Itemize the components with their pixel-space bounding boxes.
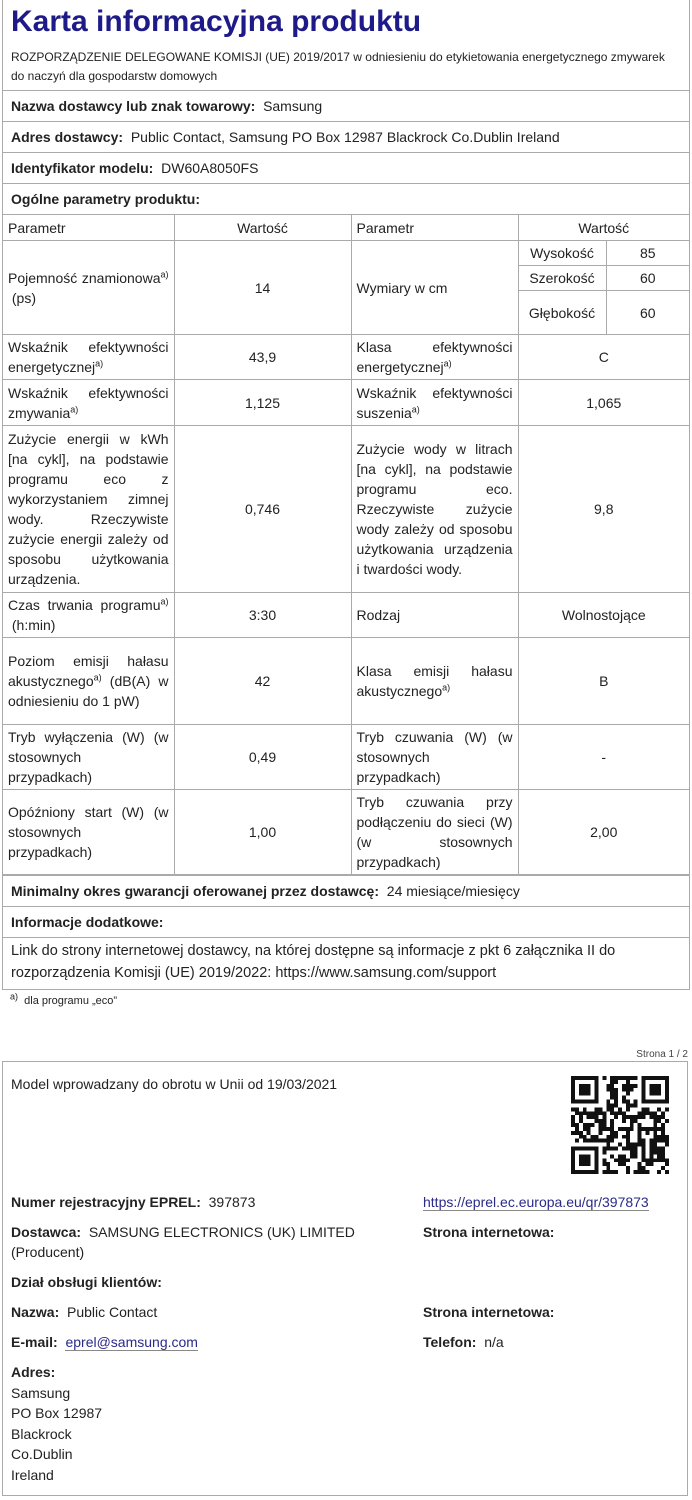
warranty-value: 24 miesiące/miesięcy [386, 883, 520, 899]
eprel-link[interactable]: https://eprel.ec.europa.eu/qr/397873 [423, 1194, 649, 1210]
noiseclass-label: Klasa emisji hałasu akustycznego$^{a)}$ [351, 638, 518, 725]
standby-label: Tryb czuwania (W) (w stosownych przypadkach) [351, 725, 518, 790]
contact-phone: Telefon: n/a [423, 1334, 504, 1350]
eclass-label: Klasa efektywności energetycznej$^{a)}$ [351, 335, 518, 380]
eprel-row-1 [11, 1192, 687, 1212]
table-row [3, 725, 689, 790]
eprel-row-3 [11, 1302, 687, 1322]
dimensions-label: Wymiary w cm [351, 241, 518, 335]
warranty-row [3, 875, 689, 907]
table-header [3, 215, 689, 241]
capacity-label: Pojemność znamionowa$^{a)}$ (ps) [3, 241, 174, 335]
page-number: Strona 1 / 2 [636, 1049, 688, 1060]
clean-value: 1,125 [174, 380, 351, 426]
noise-label: Poziom emisji hałasu akustycznego$^{a)}$ (dB(A) w odniesieniu do 1 pW) [3, 638, 174, 725]
model-label: Identyfikator modelu: [11, 160, 154, 176]
warranty-label: Minimalny okres gwarancji oferowanej przez dostawcę: [11, 883, 379, 899]
parameters-table [3, 214, 689, 875]
eprel-reg: Numer rejestracyjny EPREL: 397873 [11, 1194, 256, 1210]
network-label: Tryb czuwania przy podłączeniu do sieci (W) (w stosownych przypadkach) [351, 790, 518, 875]
table-row [3, 790, 689, 875]
product-sheet [2, 0, 690, 990]
customer-service-label: Dział obsługi klientów: [11, 1274, 162, 1290]
eei-label: Wskaźnik efektywności energetycznej$^{a)}$ [3, 335, 174, 380]
height-value: 85 [606, 241, 689, 266]
additional-label: Informacje dodatkowe: [11, 914, 164, 930]
table-row [3, 638, 689, 725]
table-row [3, 426, 689, 593]
header-param: Parametr [351, 215, 518, 241]
energy-label: Zużycie energii w kWh [na cykl], na podstawie programu eco z wykorzystaniem zimnej wody. Rzeczywiste zużycie energii zależy od sposobu użytkowania urządzenia. [3, 426, 174, 593]
address-value: Public Contact, Samsung PO Box 12987 Blackrock Co.Dublin Ireland [130, 129, 560, 145]
eprel-supplier: Dostawca: SAMSUNG ELECTRONICS (UK) LIMITED (Producent) [11, 1224, 355, 1260]
contact-email: E-mail: eprel@samsung.com [11, 1334, 198, 1350]
eclass-value: C [518, 335, 689, 380]
type-label: Rodzaj [351, 593, 518, 638]
standby-value: - [518, 725, 689, 790]
table-row [3, 380, 689, 426]
header-value: Wartość [174, 215, 351, 241]
supplier-row [3, 91, 689, 122]
eprel-top [11, 1076, 687, 1184]
model-value: DW60A8050FS [161, 160, 259, 176]
model-row [3, 153, 689, 184]
email-link[interactable]: eprel@samsung.com [65, 1334, 198, 1350]
website2-label: Strona internetowa: [423, 1304, 555, 1320]
contact-name: Nazwa: Public Contact [11, 1304, 158, 1320]
header-value: Wartość [518, 215, 689, 241]
duration-label: Czas trwania programu$^{a)}$ (h:min) [3, 593, 174, 638]
supplier-value: Samsung [263, 98, 323, 114]
address-label: Adres dostawcy: [11, 129, 124, 145]
qr-code-icon [571, 1076, 669, 1174]
energy-value: 0,746 [174, 426, 351, 593]
contact-address: Adres: Samsung PO Box 12987 Blackrock Co.Dublin Ireland [11, 1364, 103, 1483]
table-row [3, 241, 689, 266]
depth-value: 60 [606, 291, 689, 335]
market-date: Model wprowadzany do obrotu w Unii od 19/03/2021 [11, 1076, 338, 1092]
clean-label: Wskaźnik efektywności zmywania$^{a)}$ [3, 380, 174, 426]
width-value: 60 [606, 266, 689, 291]
off-value: 0,49 [174, 725, 351, 790]
capacity-value: 14 [174, 241, 351, 335]
table-row [3, 335, 689, 380]
additional-row [3, 907, 689, 938]
eprel-row-4 [11, 1332, 687, 1352]
dry-label: Wskaźnik efektywności suszenia$^{a)}$ [351, 380, 518, 426]
delay-label: Opóźniony start (W) (w stosownych przypadkach) [3, 790, 174, 875]
delay-value: 1,00 [174, 790, 351, 875]
type-value: Wolnostojące [518, 593, 689, 638]
additional-text: Link do strony internetowej dostawcy, na której dostępne są informacje z pkt 6 załącznika II do rozporządzenia Komisji (UE) 2019/2022: https://www.samsung.com/support [11, 943, 616, 981]
footnote: $^{a)}$ dla programu „eco” [10, 991, 118, 1007]
water-value: 9,8 [518, 426, 689, 593]
website-label: Strona internetowa: [423, 1224, 555, 1240]
depth-label: Głębokość [518, 291, 606, 335]
eprel-row-2 [11, 1222, 687, 1262]
eprel-section [2, 1061, 688, 1496]
dry-value: 1,065 [518, 380, 689, 426]
table-row [3, 593, 689, 638]
duration-value: 3:30 [174, 593, 351, 638]
network-value: 2,00 [518, 790, 689, 875]
noiseclass-value: B [518, 638, 689, 725]
height-label: Wysokość [518, 241, 606, 266]
general-row [3, 184, 689, 214]
supplier-label: Nazwa dostawcy lub znak towarowy: [11, 98, 256, 114]
water-label: Zużycie wody w litrach [na cykl], na podstawie programu eco. Rzeczywiste zużycie wody zależy od sposobu użytkowania urządzenia i twardości wody. [351, 426, 518, 593]
general-label: Ogólne parametry produktu: [11, 191, 201, 207]
noise-value: 42 [174, 638, 351, 725]
address-row [3, 122, 689, 153]
off-label: Tryb wyłączenia (W) (w stosownych przypadkach) [3, 725, 174, 790]
page-title: Karta informacyjna produktu [11, 5, 422, 38]
regulation-subtitle: ROZPORZĄDZENIE DELEGOWANE KOMISJI (UE) 2019/2017 w odniesieniu do etykietowania energetycznego zmywarek do naczyń dla gospodarstw domowych [3, 44, 689, 91]
eei-value: 43,9 [174, 335, 351, 380]
header-param: Parametr [3, 215, 174, 241]
width-label: Szerokość [518, 266, 606, 291]
